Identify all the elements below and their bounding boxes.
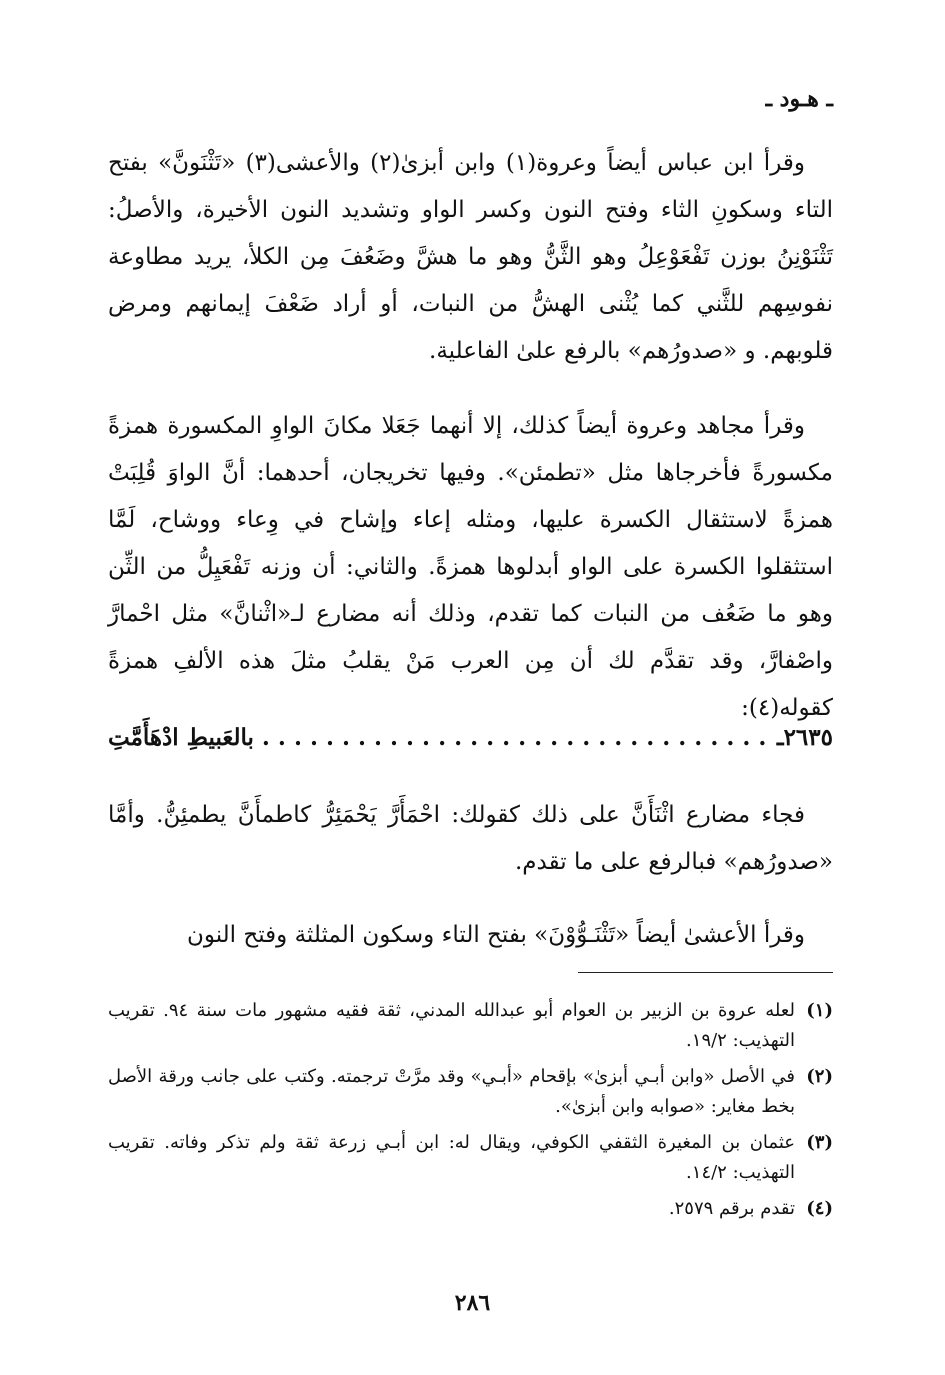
footnote-4 [108,1194,833,1224]
footnote-text: لعله عروة بن الزبير بن العوام أبو عبدالله المدني، ثقة فقيه مشهور مات سنة ٩٤. تقريب التهذيب: ١٩/٢. [108,1000,795,1051]
poetry-verse [108,724,833,764]
paragraph-1: وقرأ ابن عباس أيضاً وعروة(١) وابن أبزىٰ(٢) والأعشى(٣) «تَثْنَونَّ» بفتح التاء وسكونِ الثاء وفتح النون وكسر الواو وتشديد النون الأخيرة، والأصلُ: تَثْنَوْنِنُ بوزن تَفْعَوْعِلُ وهو الثَّنُّ وهو ما هشَّ وضَعُفَ مِن الكلأ، يريد مطاوعة نفوسِهم للثَّني كما يُثْنى الهشُّ من النبات، أو أراد ضَعْفَ إيمانهم ومرض قلوبهم. و «صدورُهم» بالرفع علىٰ الفاعلية. [108,150,833,364]
footnote-1 [108,996,833,1056]
footnote-number: (١) [806,1000,833,1021]
paragraph-4: وقرأ الأعشىٰ أيضاً «تَثْنَـوُّوْنَ» بفتح التاء وسكون المثلثة وفتح النون [186,922,805,948]
paragraph-2: وقرأ مجاهد وعروة أيضاً كذلك، إلا أنهما جَعَلا مكانَ الواوِ المكسورة همزةً مكسورةً فأخرجاها مثل «تطمئن». وفيها تخريجان، أحدهما: أنَّ الواوَ قُلِبَتْ همزةً لاستثقال الكسرة عليها، ومثله إعاء وإشاح في وِعاء ووشاح، لَمَّا استثقلوا الكسرة على الواو أبدلوها همزةً. والثاني: أن وزنه تَفْعَيِلُّ من الثِّن وهو ما ضَعُف من النبات كما تقدم، وذلك أنه مضارع لـ«اثْنانَّ» مثل احْمارَّ واصْفارَّ، وقد تقدَّم لك أن مِن العرب مَنْ يقلبُ مثلَ هذه الألفِ همزةً كقوله(٤): [108,413,833,721]
footnote-text: في الأصل «وابن أبـي أبزىٰ» بإقحام «أبـي» وقد مرَّتْ ترجمته. وكتب على جانب ورقة الأصل بخط مغاير: «صوابه وابن أبزىٰ». [108,1066,795,1117]
footnote-2 [108,1062,833,1122]
footnote-number: (٣) [806,1132,833,1153]
footnote-3 [108,1128,833,1188]
footnote-number: (٢) [806,1066,833,1087]
page-number: ٢٨٦ [454,1290,491,1316]
footnotes [108,996,833,1230]
verse-text: . . . . . . . . . . . . . . . . . . . . . . . . . . . . . . . . بالعَبيطِ ادْهَأَمَّتِ [108,724,767,751]
paragraph-3: فجاء مضارع اثْنَأَنَّ على ذلك كقولك: احْمَأَرَّ يَحْمَئِرُّ كاطمأَنَّ يطمئِنُّ. وأمَّا «صدورُهم» فبالرفع على ما تقدم. [108,802,833,875]
main-text [108,140,833,732]
footnote-number: (٤) [806,1198,833,1219]
main-text-continued [108,792,833,959]
running-header: ـ هـود ـ [765,86,833,112]
footnote-text: عثمان بن المغيرة الثقفي الكوفي، ويقال له: ابن أبـي زرعة ثقة ولم تذكر وفاته. تقريب التهذيب: ١٤/٢. [108,1132,795,1183]
verse-number: ٢٦٣٥ـ [776,724,833,751]
footnote-separator [578,972,833,973]
footnote-text: تقدم برقم ٢٥٧٩. [668,1198,795,1219]
